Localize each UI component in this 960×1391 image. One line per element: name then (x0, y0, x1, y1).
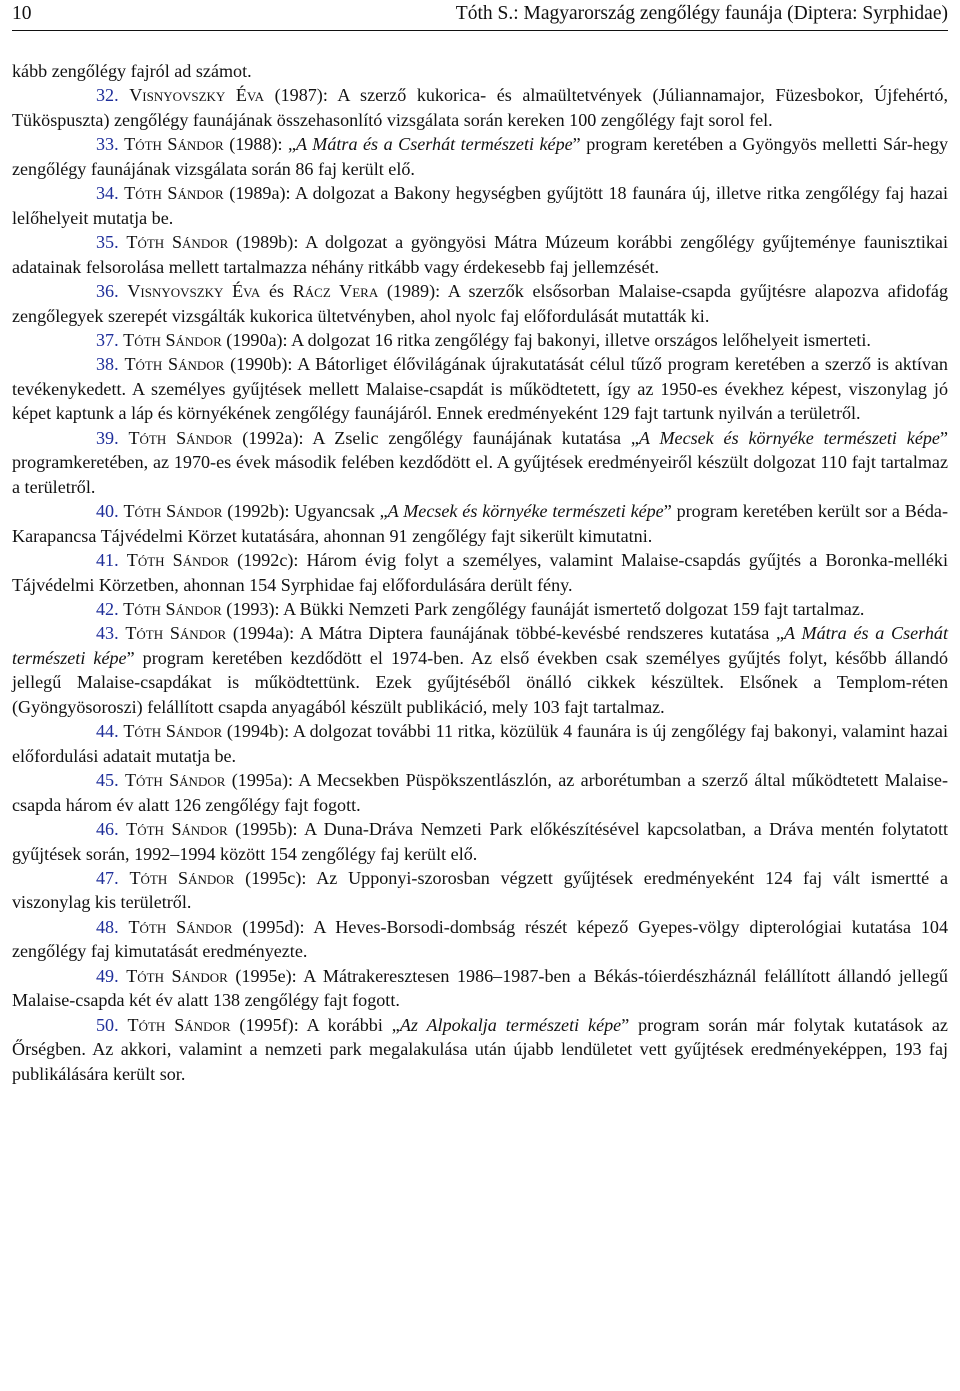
reference-entry (12, 964, 948, 1013)
entry-italic-title: Az Alpokalja természeti képe (399, 1014, 622, 1035)
entry-text: (1992c): Három évig folyt a személyes, valamint Malaise-csapdás gyűjtés a Boronka-melléki Tájvédelmi Körzetben, ahonnan 154 Syrphidae faj előfordulására derült fény. (12, 550, 948, 595)
entry-text: (1989a): A dolgozat a Bakony hegységben gyűjtött 18 faunára új, illetve ritka zengőlégy faj hazai lelőhelyeit mutatja be. (12, 183, 948, 228)
reference-entry (12, 866, 948, 915)
entry-author: Tóth Sándor (127, 1014, 231, 1035)
entry-number: 38. (96, 354, 119, 375)
entry-author: Tóth Sándor (128, 427, 233, 448)
entry-text: (1995c): Az Upponyi-szorosban végzett gyűjtések eredményeként 124 faj vált ismertté a viszonylag kis területről. (12, 867, 948, 913)
reference-entry (12, 499, 948, 548)
reference-entry (12, 1013, 948, 1086)
entry-author: Tóth Sándor (124, 134, 224, 155)
entry-text: (1989b): A dolgozat a gyöngyösi Mátra Múzeum korábbi zengőlégy gyűjteménye faunisztikai adatainak felsorolása mellett tartalmazza néhány ritkább vagy érdekesebb faj jellemzését. (12, 232, 948, 277)
entry-number: 37. (96, 329, 119, 350)
entry-author: Tóth Sándor (123, 501, 223, 522)
reference-entry (12, 597, 948, 621)
entry-text-after: ” program keretében a Gyöngyös melletti Sár-hegy zengőlégy faunájának vizsgálata során 86 faj került elő. (12, 134, 949, 179)
entry-author: Tóth Sándor (129, 867, 235, 888)
entry-author: Tóth Sándor (124, 770, 226, 791)
entry-author: Tóth Sándor (123, 721, 223, 742)
reference-entry (12, 915, 948, 964)
entry-author: Tóth Sándor (124, 354, 225, 375)
entry-number: 32. (96, 85, 119, 106)
reference-entry (12, 719, 948, 768)
entry-author: Tóth Sándor (126, 819, 228, 840)
entry-number: 42. (96, 598, 119, 619)
reference-entry (12, 132, 948, 181)
entry-author: Tóth Sándor (126, 550, 229, 571)
entry-number: 49. (96, 965, 119, 986)
entry-number: 39. (96, 427, 119, 448)
entry-number: 45. (96, 770, 119, 791)
reference-entry (12, 328, 948, 352)
entry-number: 36. (96, 281, 119, 302)
entry-number: 50. (96, 1014, 119, 1035)
reference-entry (12, 181, 948, 230)
entry-number: 47. (96, 867, 119, 888)
entry-text: (1994b): A dolgozat további 11 ritka, közülük 4 faunára is új zengőlégy faj bakonyi, valamint hazai előfordulási adatait mutatja be. (12, 721, 948, 766)
entry-text: (1990b): A Bátorliget élővilágának újrakutatását célul tűző program keretében a szerző is aktívan tevékenykedett. A személyes gyűjtések mellett Malaise-csapdát is működtetett, így az 1950-es évekhez képest, viszonylag jó képet kaptunk a láp és környékének zengőlégy faunájáról. Ennek eredményeként 129 fajt tartunk nyilván a területről. (12, 354, 948, 424)
entry-text: (1990a): A dolgozat 16 ritka zengőlégy faj bakonyi, illetve országos lelőhelyeit ismerteti. (221, 329, 871, 350)
entry-author: Tóth Sándor (123, 598, 222, 619)
entry-author-join: és (260, 281, 293, 302)
entry-author: Tóth Sándor (128, 916, 233, 937)
reference-entry (12, 768, 948, 817)
entry-number: 33. (96, 134, 119, 155)
entry-text: (1993): A Bükki Nemzeti Park zengőlégy faunáját ismertető dolgozat 159 fajt tartalmaz. (221, 598, 865, 619)
entry-author: Tóth Sándor (126, 965, 228, 986)
reference-entry (12, 621, 948, 719)
entry-number: 44. (96, 721, 119, 742)
reference-entry (12, 279, 948, 328)
reference-entry (12, 230, 948, 279)
entry-text: (1987): A szerző kukorica- és almaültetvények (Júliannamajor, Füzesbokor, Újfehértó, Tüköspuszta) zengőlégy faunájának összehasonlító vizsgálata során kereken 100 zengőlégy fajt sorol fel. (12, 85, 948, 130)
entry-text: (1995a): A Mecsekben Püspökszentlászlón, az arborétumban a szerző által működtetett Malaise-csapda három év alatt 126 zengőlégy fajt fogott. (12, 770, 948, 815)
entry-text: (1995d): A Heves-Borsodi-dombság részét képező Gyepes-völgy dipterológiai kutatása 104 zengőlégy faj kimutatását eredményezte. (12, 916, 948, 962)
continuation-paragraph: kább zengőlégy fajról ad számot. (12, 61, 252, 81)
entry-text-after: ” program keretében kezdődött el 1974-ben. Az első években csak személyes gyűjtés folyt, később állandó jellegű Malaise-csapdákat is működtettünk. Ezek gyűjtéséből önálló cikkek készültek. Elsőnek a Templom-réten (Gyöngyösoroszi) felállított csapda anyagából készült publikáció, mely 103 fajt tartalmaz. (12, 647, 948, 717)
entry-text: (1994a): A Mátra Diptera faunájának többé-kevésbé rendszeres kutatása „ (226, 623, 785, 644)
entry-italic-title: A Mecsek és környéke természeti képe (387, 501, 664, 522)
entry-text: (1995b): A Duna-Dráva Nemzeti Park előkészítésével kapcsolatban, a Dráva mentén folytatott gyűjtések során, 1992–1994 között 154 zengőlégy faj került elő. (12, 819, 948, 864)
entry-author-second: Rácz Vera (292, 281, 379, 302)
page-body (12, 59, 948, 1086)
reference-entry (12, 352, 948, 425)
reference-entry (12, 83, 948, 132)
page-header (12, 2, 948, 30)
entry-text-after: ” program során már folytak kutatások az Őrségben. Az akkori, valamint a nemzeti park megalakulása után újabb lendületet vett gyűjtések eredményeképpen, 193 faj publikálására került sor. (12, 1014, 948, 1084)
entry-italic-title: A Mátra és a Cserhát természeti képe (296, 134, 573, 155)
entry-number: 40. (96, 501, 119, 522)
entry-number: 35. (96, 232, 119, 253)
entry-text: (1995f): A korábbi „ (230, 1014, 400, 1035)
entry-text: (1992b): Ugyancsak „ (222, 501, 388, 522)
entry-number: 41. (96, 550, 119, 571)
entry-author: Tóth Sándor (126, 232, 229, 253)
entry-number: 46. (96, 819, 119, 840)
entry-text: (1989): A szerzők elsősorban Malaise-csapda gyűjtésre alapozva afidofág zengőlegyek szerepét vizsgálták kukorica ültetvényben, ahol nyolc faj előfordulását mutatták ki. (12, 281, 948, 326)
header-rule (12, 30, 948, 31)
reference-entry (12, 548, 948, 597)
entry-number: 43. (96, 623, 119, 644)
running-title: Tóth S.: Magyarország zengőlégy faunája (Diptera: Syrphidae) (455, 3, 948, 24)
entry-italic-title: A Mátra és a Cserhát természeti képe (12, 623, 949, 668)
entry-italic-title: A Mecsek és környéke természeti képe (638, 427, 940, 448)
entry-text-after: ” programkeretében, az 1970-es évek második felében kezdődött el. A gyűjtések eredményeiről készült dolgozat 110 fajt tartalmaz a területről. (12, 427, 948, 497)
entry-number: 48. (96, 916, 119, 937)
entry-author: Tóth Sándor (125, 623, 227, 644)
entry-text-after: ” program keretében került sor a Béda-Karapancsa Tájvédelmi Körzet kutatására, ahonnan 91 zengőlégy fajt sikerült kimutatni. (12, 501, 948, 546)
reference-entry (12, 817, 948, 866)
entry-text: (1995e): A Mátrakeresztesen 1986–1987-ben a Békás-tóierdészháznál felállított állandó jellegű Malaise-csapda két év alatt 138 zengőlégy fajt fogott. (12, 965, 948, 1011)
page-number: 10 (12, 3, 32, 24)
entry-text: (1988): „ (223, 134, 297, 155)
reference-entry (12, 426, 948, 499)
entry-number: 34. (96, 183, 119, 204)
entry-author: Visnyovszky Éva (129, 85, 265, 106)
entry-author: Tóth Sándor (123, 329, 222, 350)
entry-text: (1992a): A Zselic zengőlégy faunájának kutatása „ (232, 427, 639, 448)
entry-author: Visnyovszky Éva (127, 281, 261, 302)
entry-author: Tóth Sándor (124, 183, 224, 204)
